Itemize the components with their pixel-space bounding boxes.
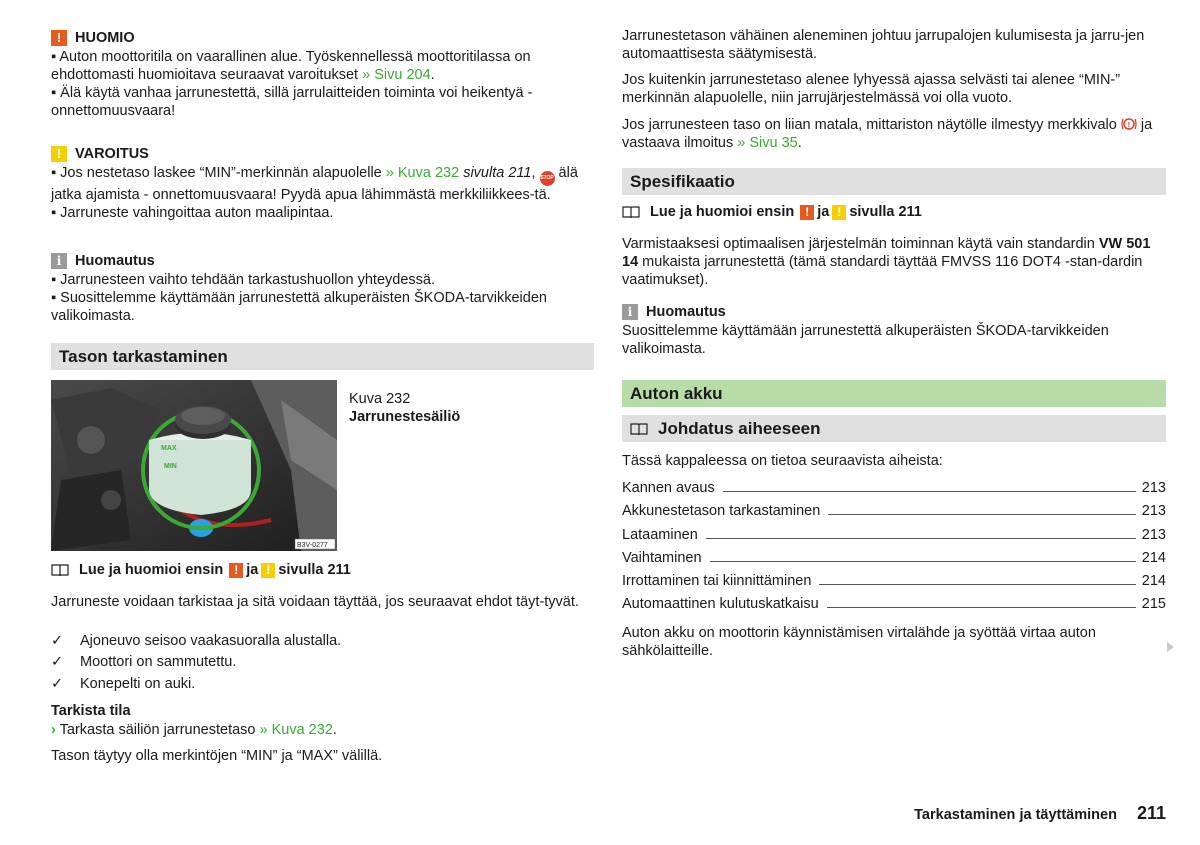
- step-link[interactable]: » Kuva 232: [259, 722, 333, 738]
- huomio-bullet-1: [51, 48, 594, 84]
- toc-leader: [819, 584, 1135, 585]
- continue-arrow-icon: [1167, 642, 1174, 652]
- step-arrow-icon: ›: [51, 722, 56, 738]
- caution-icon: !: [51, 146, 67, 162]
- check-icon: ✓: [51, 654, 64, 671]
- figure-caption: [349, 390, 460, 426]
- huomautus-title: Huomautus: [75, 253, 155, 269]
- notice-varoitus: [51, 144, 594, 222]
- huomio-b2-text: Älä käytä vanhaa jarrunestettä, sillä jarrulaitteiden toiminta voi heikentyä - onnettomuusvaara!: [51, 85, 533, 119]
- read-first-suffix: sivulla 211: [849, 204, 922, 220]
- toc-leader: [828, 514, 1136, 515]
- bullet-marker: ▪: [51, 85, 61, 101]
- figure-232: [51, 380, 337, 551]
- toc-item[interactable]: [622, 474, 1166, 497]
- notice-huomautus-right: [622, 302, 1166, 358]
- toc-leader: [827, 607, 1136, 608]
- read-first-line: [622, 203, 922, 221]
- read-first-prefix: Lue ja huomioi ensin: [650, 204, 795, 220]
- huomio-title: HUOMIO: [75, 30, 135, 46]
- brake-reservoir-illustration: [51, 380, 337, 551]
- warning-icon[interactable]: !: [229, 563, 243, 578]
- spec-title-text: Spesifikaatio: [630, 171, 735, 191]
- toc-label: Lataaminen: [622, 526, 698, 543]
- huomautus-bullet-1: [51, 271, 594, 289]
- toc-page: 214: [1141, 549, 1166, 566]
- read-first-ja: ja: [817, 204, 830, 220]
- check-heading: Tarkista tila: [51, 703, 131, 719]
- toc-page: 213: [1141, 526, 1166, 543]
- footer: [0, 804, 1166, 824]
- toc-list: [622, 474, 1166, 613]
- akku-paragraph: Auton akku on moottorin käynnistämisen virtalähde ja syöttää virtaa auton sähkölaitteille.: [622, 625, 1096, 659]
- info-icon: i: [51, 253, 67, 269]
- varoitus-b2-text: Jarruneste vahingoittaa auton maalipintaa.: [60, 204, 334, 221]
- toc-intro: Tässä kappaleessa on tietoa seuraavista aiheista:: [622, 453, 943, 469]
- toc-item[interactable]: [622, 590, 1166, 613]
- intro-paragraph: Jarruneste voidaan tarkistaa ja sitä voidaan täyttää, jos seuraavat ehdot täyt-tyvät.: [51, 594, 579, 610]
- huomio-b1-text: Auton moottoritila on vaarallinen alue. Työskennellessä moottoritilassa on ehdottomasti huomioitava seuraavat varoitukset: [51, 49, 531, 83]
- section-title-spesifikaatio: [622, 168, 1166, 195]
- figure-number: Kuva 232: [349, 391, 411, 407]
- min-label: MIN: [164, 463, 177, 470]
- bullet-marker: ▪: [51, 165, 61, 181]
- bullet-marker: ▪: [51, 290, 61, 306]
- akku-title-text: Auton akku: [630, 383, 723, 403]
- level-text: Tason täytyy olla merkintöjen “MIN” ja “MAX” välillä.: [51, 748, 383, 764]
- subsection-title-johdatus: [622, 415, 1166, 442]
- spec-standard: VW 501 14: [622, 236, 1151, 270]
- varoitus-b1-end: älä jatka ajamista - onnettomuusvaara! Pyydä apua lähimmästä merkkiliikkees-tä.: [51, 165, 578, 203]
- notice-huomautus: [51, 251, 594, 325]
- huomio-b1-link[interactable]: » Sivu 204: [362, 67, 431, 83]
- toc-label: Kannen avaus: [622, 480, 715, 497]
- step-text: Tarkasta säiliön jarrunestetaso: [59, 722, 256, 738]
- toc-leader: [723, 491, 1136, 492]
- huomio-bullet-2: [51, 84, 594, 120]
- varoitus-b1-link[interactable]: » Kuva 232: [385, 165, 460, 181]
- toc-page: 215: [1141, 596, 1166, 613]
- bullet-marker: ▪: [51, 272, 61, 288]
- read-first-prefix: Lue ja huomioi ensin: [79, 562, 224, 578]
- huomautus-text: Suosittelemme käyttämään jarrunestettä alkuperäisten ŠKODA-tarvikkeiden valikoimasta.: [622, 323, 1109, 357]
- p3-link[interactable]: » Sivu 35: [737, 135, 798, 151]
- brake-warning-icon: [1121, 117, 1137, 131]
- huomio-title-row: [51, 28, 594, 48]
- list-item: [51, 630, 341, 652]
- spec-paragraph: [622, 235, 1166, 289]
- toc-label: Irrottaminen tai kiinnittäminen: [622, 572, 812, 589]
- toc-page: 214: [1141, 572, 1166, 589]
- condition-text: Konepelti on auki.: [80, 675, 196, 692]
- varoitus-title: VAROITUS: [75, 146, 149, 162]
- huomautus-title-row: [51, 251, 594, 271]
- read-first-line: [51, 561, 351, 579]
- notice-huomio: [51, 28, 594, 120]
- toc-leader: [710, 561, 1136, 562]
- toc-page: 213: [1141, 480, 1166, 497]
- figure-caption-title: Jarrunestesäiliö: [349, 409, 461, 425]
- warning-icon[interactable]: !: [800, 205, 814, 220]
- figure-code: B3V-0277: [297, 542, 328, 549]
- caution-icon[interactable]: !: [261, 563, 275, 578]
- spec-text-start: Varmistaaksesi optimaalisen järjestelmän toiminnan käytä vain standardin: [622, 236, 1095, 252]
- varoitus-bullet-1: [51, 164, 594, 204]
- conditions-list: [51, 630, 341, 695]
- check-icon: ✓: [51, 632, 64, 649]
- toc-page: 213: [1141, 503, 1166, 520]
- section-title-tason: [51, 343, 594, 370]
- paragraph-3: [622, 116, 1166, 152]
- book-icon: [622, 205, 640, 219]
- list-item: [51, 652, 341, 674]
- step-end: .: [332, 722, 337, 738]
- toc-item[interactable]: [622, 497, 1166, 520]
- warning-icon: !: [51, 30, 67, 46]
- p3-start: Jos jarrunesteen taso on liian matala, mittariston näytölle ilmestyy merkkivalo: [622, 117, 1117, 133]
- section-title-text: Tason tarkastaminen: [59, 346, 228, 366]
- huomautus-bullet-2: [51, 289, 594, 325]
- toc-label: Vaihtaminen: [622, 549, 702, 566]
- varoitus-b1-start: Jos nestetaso laskee “MIN”-merkinnän alapuolelle: [60, 165, 382, 181]
- paragraph-2: Jos kuitenkin jarrunestetaso alenee lyhyessä ajassa selvästi tai alenee “MIN-” merkinnän alapuolelle, niin jarrujärjestelmässä voi olla vuoto.: [622, 72, 1121, 106]
- huomautus-b1-text: Jarrunesteen vaihto tehdään tarkastushuollon yhteydessä.: [60, 272, 435, 288]
- huomautus-b2-text: Suosittelemme käyttämään jarrunestettä alkuperäisten ŠKODA-tarvikkeiden valikoimasta.: [51, 290, 547, 324]
- book-icon: [51, 563, 69, 577]
- huomio-b1-end: .: [430, 67, 435, 83]
- footer-page-number: 211: [1136, 803, 1166, 823]
- varoitus-b1-comma: ,: [531, 165, 536, 181]
- toc-item[interactable]: [622, 567, 1166, 590]
- varoitus-title-row: [51, 144, 594, 164]
- toc-label: Automaattinen kulutuskatkaisu: [622, 596, 819, 613]
- footer-chapter: Tarkastaminen ja täyttäminen: [914, 807, 1117, 823]
- info-icon: i: [622, 304, 638, 320]
- toc-leader: [706, 538, 1136, 539]
- p3-end: .: [797, 135, 802, 151]
- p3-mid: ja vastaava ilmoitus: [622, 117, 1153, 151]
- section-title-akku: [622, 380, 1166, 407]
- check-step: [51, 721, 337, 739]
- read-first-suffix: sivulla 211: [278, 562, 351, 578]
- toc-item[interactable]: [622, 520, 1166, 543]
- list-item: [51, 673, 341, 695]
- book-icon: [630, 422, 648, 436]
- huomautus-title-row: [622, 302, 1166, 322]
- huomautus-title: Huomautus: [646, 304, 726, 320]
- max-label: MAX: [161, 445, 177, 452]
- toc-label: Akkunestetason tarkastaminen: [622, 503, 821, 520]
- caution-icon[interactable]: !: [832, 205, 846, 220]
- stop-icon: STOP: [540, 171, 555, 186]
- bullet-marker: ▪: [51, 204, 61, 221]
- condition-text: Moottori on sammutettu.: [80, 654, 237, 671]
- read-first-ja: ja: [246, 562, 259, 578]
- spec-text-end: mukaista jarrunestettä (tämä standardi täyttää FMVSS 116 DOT4 -stan-dardin vaatimukset).: [622, 254, 1143, 288]
- svg-text:!: !: [1127, 122, 1130, 129]
- bullet-marker: ▪: [51, 49, 60, 65]
- check-icon: ✓: [51, 675, 64, 692]
- varoitus-bullet-2: [51, 204, 594, 222]
- paragraph-1: Jarrunestetason vähäinen aleneminen johtuu jarrupalojen kulumisesta ja jarru-jen automaattisesta säätymisestä.: [622, 28, 1145, 62]
- varoitus-b1-italic: sivulta 211: [463, 165, 532, 181]
- johdatus-title-text: Johdatus aiheeseen: [658, 418, 821, 438]
- condition-text: Ajoneuvo seisoo vaakasuoralla alustalla.: [80, 632, 342, 649]
- toc-item[interactable]: [622, 544, 1166, 567]
